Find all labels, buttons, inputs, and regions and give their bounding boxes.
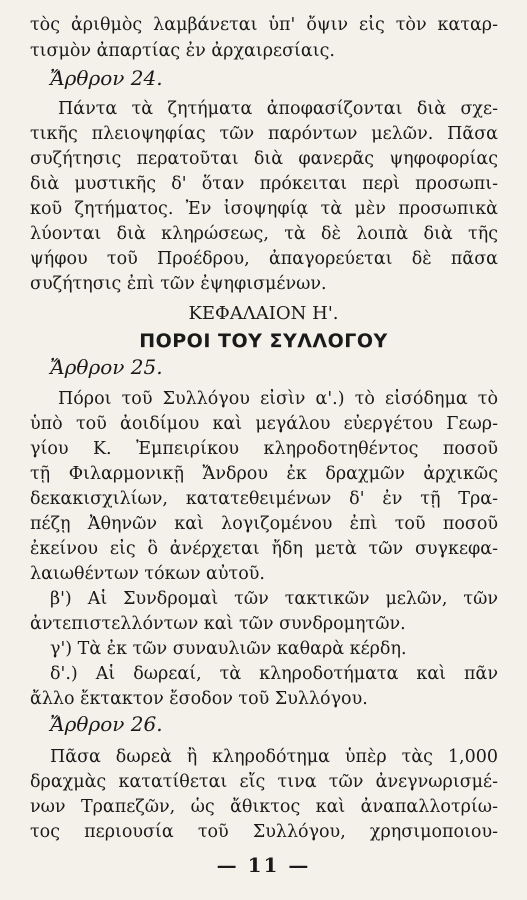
text-line: κοῦ ζητήματος. Ἐν ἰσοψηφίᾳ τὰ μὲν προσωπικὰ: [30, 199, 498, 219]
text-line: γ') Τὰ ἐκ τῶν συναυλιῶν καθαρὰ κέρδη.: [50, 639, 407, 659]
text-line: συζήτησις περατοῦται διὰ φανερᾶς ψηφοφορίας: [30, 149, 498, 169]
text-line: δεκακισχιλίων, κατατεθειμένων δ' ἐν τῇ Τρα-: [30, 489, 498, 509]
text-line: ἀντεπιστελλόντων καὶ τῶν συνδρομητῶν.: [30, 614, 406, 634]
text-line: ἄλλο ἔκτακτον ἔσοδον τοῦ Συλλόγου.: [30, 689, 368, 709]
text-line: ψήφου τοῦ Προέδρου, ἀπαγορεύεται δὲ πᾶσα: [30, 249, 498, 269]
text-line: διὰ μυστικῆς δ' ὅταν πρόκειται περὶ προσωπι-: [30, 174, 498, 194]
text-line: τῇ Φιλαρμονικῇ Ἄνδρου ἐκ δραχμῶν ἀρχικῶς: [30, 464, 498, 484]
text-line: Πόροι τοῦ Συλλόγου εἰσὶν α'.) τὸ εἰσόδημα τὸ: [58, 389, 498, 409]
text-line: πέζῃ Ἀθηνῶν καὶ λογιζομένου ἐπὶ τοῦ ποσοῦ: [30, 514, 498, 534]
text-line: τὸς ἀριθμὸς λαμβάνεται ὑπ' ὄψιν εἰς τὸν καταρ-: [30, 15, 498, 35]
chapter-subtitle: ΠΟΡΟΙ ΤΟΥ ΣΥΛΛΟΓΟΥ: [139, 330, 388, 352]
text-line: ἐκείνου εἰς ὃ ἀνέρχεται ἤδη μετὰ τῶν συγκεφα-: [30, 539, 498, 559]
article-25-heading: Ἄρθρον 25.: [50, 355, 163, 379]
text-line: τισμὸν ἀπαρτίας ἐν ἀρχαιρεσίαις.: [30, 41, 335, 61]
article-24-heading: Ἄρθρον 24.: [50, 66, 163, 90]
text-line: ὑπὸ τοῦ ἀοιδίμου καὶ μεγάλου εὐεργέτου Γεωρ-: [30, 414, 498, 434]
text-line: τικῆς πλειοψηφίας τῶν παρόντων μελῶν. Πᾶσα: [30, 124, 498, 144]
text-line: λαιωθέντων τόκων αὐτοῦ.: [30, 564, 265, 584]
text-line: β') Αἱ Συνδρομαὶ τῶν τακτικῶν μελῶν, τῶν: [50, 589, 498, 609]
article-26-heading: Ἄρθρον 26.: [50, 712, 163, 736]
text-line: τος περιουσία τοῦ Συλλόγου, χρησιμοποιου-: [30, 822, 498, 842]
text-line: Πάντα τὰ ζητήματα ἀποφασίζονται διὰ σχε-: [58, 99, 498, 119]
text-line: νων Τραπεζῶν, ὡς ἄθικτος καὶ ἀναπαλλοτρίω-: [30, 797, 498, 817]
text-line: δραχμὰς κατατίθεται εἴς τινα τῶν ἀνεγνωρισμέ-: [30, 772, 498, 792]
page-number: — 11 —: [216, 853, 311, 877]
text-line: Πᾶσα δωρεὰ ἢ κληροδότημα ὑπὲρ τὰς 1,000: [50, 747, 498, 767]
text-line: γίου Κ. Ἐμπειρίκου κληροδοτηθέντος ποσοῦ: [30, 439, 498, 459]
chapter-title: ΚΕΦΑΛΑΙΟΝ Η'.: [188, 303, 339, 324]
text-line: δ'.) Αἱ δωρεαί, τὰ κληροδοτήματα καὶ πᾶν: [50, 664, 498, 684]
text-line: συζήτησις ἐπὶ τῶν ἐψηφισμένων.: [30, 274, 327, 294]
text-line: λύονται διὰ κληρώσεως, τὰ δὲ λοιπὰ διὰ τῆς: [30, 224, 498, 244]
